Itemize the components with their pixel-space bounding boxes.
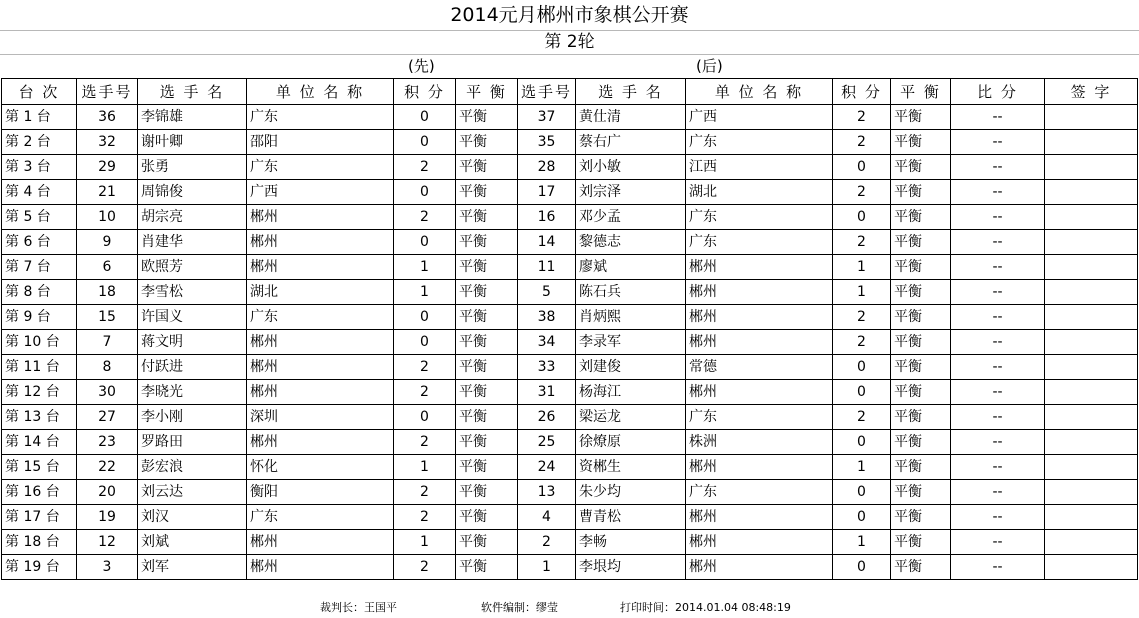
table-number-cell: 第 16 台 [2,480,77,505]
player-number-first-cell: 29 [77,155,138,180]
player-number-first-cell: 23 [77,430,138,455]
table-number-cell: 第 19 台 [2,555,77,580]
player-number-first-cell: 27 [77,405,138,430]
player-name-second-cell: 李畅 [576,530,686,555]
player-unit-first-cell: 广东 [247,155,394,180]
result-cell: -- [951,430,1045,455]
result-cell: -- [951,480,1045,505]
table-row [2,180,1138,205]
player-number-first-cell: 12 [77,530,138,555]
result-cell: -- [951,205,1045,230]
player-number-second-cell: 16 [518,205,576,230]
table-row [2,455,1138,480]
table-row [2,280,1138,305]
header-unit-second: 单 位 名 称 [686,79,833,105]
round-divider [0,54,1139,55]
player-balance-first-cell: 平衡 [456,405,518,430]
signature-cell [1045,230,1138,255]
player-number-second-cell: 2 [518,530,576,555]
player-name-first-cell: 胡宗亮 [138,205,247,230]
player-name-second-cell: 肖炳熙 [576,305,686,330]
result-cell: -- [951,530,1045,555]
player-score-second-cell: 2 [833,105,891,130]
player-unit-first-cell: 郴州 [247,330,394,355]
result-cell: -- [951,330,1045,355]
referee-label: 裁判长：王国平 [320,601,397,614]
player-number-first-cell: 7 [77,330,138,355]
player-name-second-cell: 李录军 [576,330,686,355]
player-unit-first-cell: 郴州 [247,530,394,555]
signature-cell [1045,155,1138,180]
header-table: 台 次 [2,79,77,105]
player-unit-first-cell: 郴州 [247,430,394,455]
player-number-first-cell: 36 [77,105,138,130]
header-row [2,79,1138,105]
player-name-first-cell: 谢叶卿 [138,130,247,155]
signature-cell [1045,255,1138,280]
player-name-second-cell: 邓少孟 [576,205,686,230]
player-number-first-cell: 9 [77,230,138,255]
signature-cell [1045,205,1138,230]
player-unit-second-cell: 湖北 [686,180,833,205]
player-unit-second-cell: 常德 [686,355,833,380]
player-score-first-cell: 0 [394,305,456,330]
player-name-second-cell: 曹青松 [576,505,686,530]
player-balance-first-cell: 平衡 [456,205,518,230]
table-row [2,105,1138,130]
player-balance-first-cell: 平衡 [456,155,518,180]
player-score-first-cell: 0 [394,230,456,255]
player-score-second-cell: 1 [833,455,891,480]
table-row [2,480,1138,505]
signature-cell [1045,180,1138,205]
player-unit-second-cell: 株洲 [686,430,833,455]
player-name-second-cell: 黎德志 [576,230,686,255]
player-balance-second-cell: 平衡 [891,305,951,330]
table-number-cell: 第 7 台 [2,255,77,280]
side-second-label: (后) [696,57,723,75]
player-unit-second-cell: 郴州 [686,555,833,580]
player-unit-first-cell: 衡阳 [247,480,394,505]
table-number-cell: 第 12 台 [2,380,77,405]
player-score-first-cell: 0 [394,405,456,430]
player-name-first-cell: 李雪松 [138,280,247,305]
table-row [2,505,1138,530]
result-cell: -- [951,455,1045,480]
player-score-first-cell: 0 [394,105,456,130]
player-balance-first-cell: 平衡 [456,130,518,155]
player-balance-first-cell: 平衡 [456,505,518,530]
player-number-second-cell: 26 [518,405,576,430]
player-name-first-cell: 刘云达 [138,480,247,505]
table-number-cell: 第 15 台 [2,455,77,480]
player-number-first-cell: 10 [77,205,138,230]
player-name-second-cell: 廖斌 [576,255,686,280]
player-unit-second-cell: 郴州 [686,380,833,405]
player-number-second-cell: 13 [518,480,576,505]
player-unit-second-cell: 广东 [686,480,833,505]
player-balance-second-cell: 平衡 [891,430,951,455]
player-unit-first-cell: 怀化 [247,455,394,480]
player-score-second-cell: 1 [833,530,891,555]
signature-cell [1045,330,1138,355]
player-score-first-cell: 2 [394,480,456,505]
player-score-second-cell: 0 [833,355,891,380]
table-row [2,355,1138,380]
table-row [2,530,1138,555]
player-score-second-cell: 2 [833,405,891,430]
player-balance-first-cell: 平衡 [456,180,518,205]
header-sign: 签 字 [1045,79,1138,105]
player-unit-first-cell: 广西 [247,180,394,205]
player-unit-second-cell: 广东 [686,205,833,230]
player-score-first-cell: 1 [394,530,456,555]
result-cell: -- [951,405,1045,430]
result-cell: -- [951,180,1045,205]
player-balance-first-cell: 平衡 [456,255,518,280]
table-number-cell: 第 10 台 [2,330,77,355]
signature-cell [1045,455,1138,480]
player-name-second-cell: 杨海江 [576,380,686,405]
signature-cell [1045,305,1138,330]
table-row [2,380,1138,405]
player-name-second-cell: 资郴生 [576,455,686,480]
table-number-cell: 第 11 台 [2,355,77,380]
header-num-first: 选手号 [77,79,138,105]
player-number-second-cell: 37 [518,105,576,130]
player-balance-first-cell: 平衡 [456,105,518,130]
table-row [2,155,1138,180]
player-balance-second-cell: 平衡 [891,455,951,480]
player-unit-first-cell: 郴州 [247,255,394,280]
player-balance-first-cell: 平衡 [456,455,518,480]
player-score-second-cell: 0 [833,380,891,405]
result-cell: -- [951,380,1045,405]
player-score-second-cell: 2 [833,230,891,255]
player-unit-first-cell: 郴州 [247,380,394,405]
player-number-second-cell: 31 [518,380,576,405]
player-name-first-cell: 付跃进 [138,355,247,380]
player-number-first-cell: 19 [77,505,138,530]
table-row [2,555,1138,580]
player-score-first-cell: 1 [394,455,456,480]
player-score-second-cell: 2 [833,330,891,355]
player-unit-second-cell: 郴州 [686,530,833,555]
player-number-first-cell: 20 [77,480,138,505]
player-unit-second-cell: 郴州 [686,505,833,530]
signature-cell [1045,480,1138,505]
player-name-first-cell: 刘斌 [138,530,247,555]
player-balance-second-cell: 平衡 [891,130,951,155]
table-row [2,230,1138,255]
table-number-cell: 第 14 台 [2,430,77,455]
player-unit-first-cell: 湖北 [247,280,394,305]
player-number-second-cell: 34 [518,330,576,355]
player-name-second-cell: 徐燎原 [576,430,686,455]
player-score-first-cell: 2 [394,355,456,380]
result-cell: -- [951,130,1045,155]
player-name-second-cell: 黄仕清 [576,105,686,130]
player-number-first-cell: 15 [77,305,138,330]
player-unit-first-cell: 郴州 [247,355,394,380]
table-number-cell: 第 13 台 [2,405,77,430]
signature-cell [1045,105,1138,130]
signature-cell [1045,430,1138,455]
player-name-second-cell: 刘宗泽 [576,180,686,205]
player-name-first-cell: 刘军 [138,555,247,580]
player-balance-second-cell: 平衡 [891,280,951,305]
player-score-second-cell: 0 [833,155,891,180]
player-unit-first-cell: 广东 [247,505,394,530]
table-row [2,430,1138,455]
table-row [2,205,1138,230]
player-unit-second-cell: 郴州 [686,330,833,355]
table-number-cell: 第 18 台 [2,530,77,555]
header-score-second: 积 分 [833,79,891,105]
player-number-first-cell: 21 [77,180,138,205]
header-num-second: 选手号 [518,79,576,105]
player-unit-first-cell: 广东 [247,305,394,330]
player-score-second-cell: 0 [833,480,891,505]
header-unit-first: 单 位 名 称 [247,79,394,105]
result-cell: -- [951,355,1045,380]
player-balance-first-cell: 平衡 [456,355,518,380]
player-score-first-cell: 2 [394,155,456,180]
player-name-first-cell: 欧照芳 [138,255,247,280]
signature-cell [1045,130,1138,155]
result-cell: -- [951,230,1045,255]
player-number-second-cell: 25 [518,430,576,455]
player-balance-second-cell: 平衡 [891,330,951,355]
player-number-second-cell: 17 [518,180,576,205]
player-score-first-cell: 2 [394,205,456,230]
player-number-second-cell: 38 [518,305,576,330]
player-number-first-cell: 22 [77,455,138,480]
player-balance-first-cell: 平衡 [456,230,518,255]
player-unit-first-cell: 广东 [247,105,394,130]
signature-cell [1045,280,1138,305]
player-unit-second-cell: 郴州 [686,305,833,330]
player-score-second-cell: 0 [833,505,891,530]
table-number-cell: 第 4 台 [2,180,77,205]
player-unit-second-cell: 江西 [686,155,833,180]
table-row [2,255,1138,280]
player-score-second-cell: 1 [833,280,891,305]
signature-cell [1045,380,1138,405]
player-score-second-cell: 0 [833,205,891,230]
player-name-first-cell: 张勇 [138,155,247,180]
player-name-second-cell: 陈石兵 [576,280,686,305]
player-score-second-cell: 2 [833,305,891,330]
player-score-first-cell: 0 [394,180,456,205]
player-number-second-cell: 4 [518,505,576,530]
player-number-second-cell: 35 [518,130,576,155]
player-unit-second-cell: 郴州 [686,280,833,305]
player-balance-second-cell: 平衡 [891,230,951,255]
player-name-second-cell: 李垠均 [576,555,686,580]
software-label: 软件编制：缪莹 [481,601,558,614]
signature-cell [1045,355,1138,380]
signature-cell [1045,530,1138,555]
player-score-first-cell: 2 [394,380,456,405]
page-title: 2014元月郴州市象棋公开赛 [450,4,689,26]
player-number-first-cell: 32 [77,130,138,155]
player-name-second-cell: 蔡右广 [576,130,686,155]
player-score-second-cell: 2 [833,130,891,155]
signature-cell [1045,555,1138,580]
player-name-first-cell: 彭宏浪 [138,455,247,480]
header-balance-second: 平 衡 [891,79,951,105]
player-score-second-cell: 1 [833,255,891,280]
player-number-second-cell: 28 [518,155,576,180]
player-name-second-cell: 朱少均 [576,480,686,505]
player-unit-first-cell: 郴州 [247,230,394,255]
header-result: 比 分 [951,79,1045,105]
player-balance-second-cell: 平衡 [891,405,951,430]
player-unit-first-cell: 郴州 [247,205,394,230]
player-score-first-cell: 2 [394,430,456,455]
player-name-first-cell: 刘汉 [138,505,247,530]
round-label: 第 2轮 [544,32,595,52]
player-balance-first-cell: 平衡 [456,430,518,455]
player-score-first-cell: 1 [394,280,456,305]
signature-cell [1045,405,1138,430]
player-unit-first-cell: 邵阳 [247,130,394,155]
player-number-second-cell: 5 [518,280,576,305]
player-number-first-cell: 30 [77,380,138,405]
signature-cell [1045,505,1138,530]
result-cell: -- [951,305,1045,330]
table-number-cell: 第 17 台 [2,505,77,530]
player-number-first-cell: 18 [77,280,138,305]
player-balance-second-cell: 平衡 [891,530,951,555]
player-balance-second-cell: 平衡 [891,355,951,380]
player-score-first-cell: 2 [394,505,456,530]
player-name-first-cell: 蒋文明 [138,330,247,355]
result-cell: -- [951,505,1045,530]
player-score-first-cell: 0 [394,130,456,155]
table-number-cell: 第 3 台 [2,155,77,180]
player-balance-first-cell: 平衡 [456,280,518,305]
player-balance-second-cell: 平衡 [891,255,951,280]
table-number-cell: 第 6 台 [2,230,77,255]
result-cell: -- [951,255,1045,280]
player-balance-second-cell: 平衡 [891,205,951,230]
result-cell: -- [951,555,1045,580]
player-score-first-cell: 0 [394,330,456,355]
player-name-first-cell: 肖建华 [138,230,247,255]
player-name-first-cell: 许国义 [138,305,247,330]
player-unit-second-cell: 广东 [686,405,833,430]
player-unit-second-cell: 郴州 [686,255,833,280]
table-number-cell: 第 1 台 [2,105,77,130]
player-number-second-cell: 33 [518,355,576,380]
player-number-second-cell: 14 [518,230,576,255]
player-name-second-cell: 梁运龙 [576,405,686,430]
player-balance-second-cell: 平衡 [891,555,951,580]
side-first-label: (先) [408,57,435,75]
player-unit-first-cell: 郴州 [247,555,394,580]
player-number-second-cell: 11 [518,255,576,280]
player-name-first-cell: 李锦雄 [138,105,247,130]
table-row [2,305,1138,330]
player-balance-first-cell: 平衡 [456,330,518,355]
header-score-first: 积 分 [394,79,456,105]
result-cell: -- [951,155,1045,180]
player-score-second-cell: 0 [833,430,891,455]
player-balance-first-cell: 平衡 [456,530,518,555]
player-name-first-cell: 周锦俊 [138,180,247,205]
player-balance-first-cell: 平衡 [456,555,518,580]
player-balance-first-cell: 平衡 [456,380,518,405]
player-number-second-cell: 24 [518,455,576,480]
player-name-second-cell: 刘建俊 [576,355,686,380]
player-score-second-cell: 2 [833,180,891,205]
player-unit-second-cell: 广西 [686,105,833,130]
header-balance-first: 平 衡 [456,79,518,105]
pairings-table [1,78,1138,580]
player-unit-second-cell: 广东 [686,130,833,155]
player-balance-first-cell: 平衡 [456,305,518,330]
table-number-cell: 第 5 台 [2,205,77,230]
table-number-cell: 第 9 台 [2,305,77,330]
player-number-first-cell: 8 [77,355,138,380]
table-row [2,330,1138,355]
player-number-first-cell: 3 [77,555,138,580]
player-balance-second-cell: 平衡 [891,480,951,505]
player-score-first-cell: 2 [394,555,456,580]
table-row [2,405,1138,430]
player-number-first-cell: 6 [77,255,138,280]
player-balance-first-cell: 平衡 [456,480,518,505]
table-row [2,130,1138,155]
result-cell: -- [951,280,1045,305]
player-unit-second-cell: 广东 [686,230,833,255]
player-balance-second-cell: 平衡 [891,380,951,405]
player-name-first-cell: 罗路田 [138,430,247,455]
result-cell: -- [951,105,1045,130]
header-name-first: 选 手 名 [138,79,247,105]
header-name-second: 选 手 名 [576,79,686,105]
player-balance-second-cell: 平衡 [891,180,951,205]
player-name-second-cell: 刘小敏 [576,155,686,180]
player-score-second-cell: 0 [833,555,891,580]
player-score-first-cell: 1 [394,255,456,280]
player-balance-second-cell: 平衡 [891,155,951,180]
player-unit-second-cell: 郴州 [686,455,833,480]
player-unit-first-cell: 深圳 [247,405,394,430]
table-number-cell: 第 2 台 [2,130,77,155]
player-name-first-cell: 李小刚 [138,405,247,430]
player-balance-second-cell: 平衡 [891,505,951,530]
player-balance-second-cell: 平衡 [891,105,951,130]
player-number-second-cell: 1 [518,555,576,580]
player-name-first-cell: 李晓光 [138,380,247,405]
print-time-label: 打印时间：2014.01.04 08:48:19 [620,601,791,614]
table-number-cell: 第 8 台 [2,280,77,305]
